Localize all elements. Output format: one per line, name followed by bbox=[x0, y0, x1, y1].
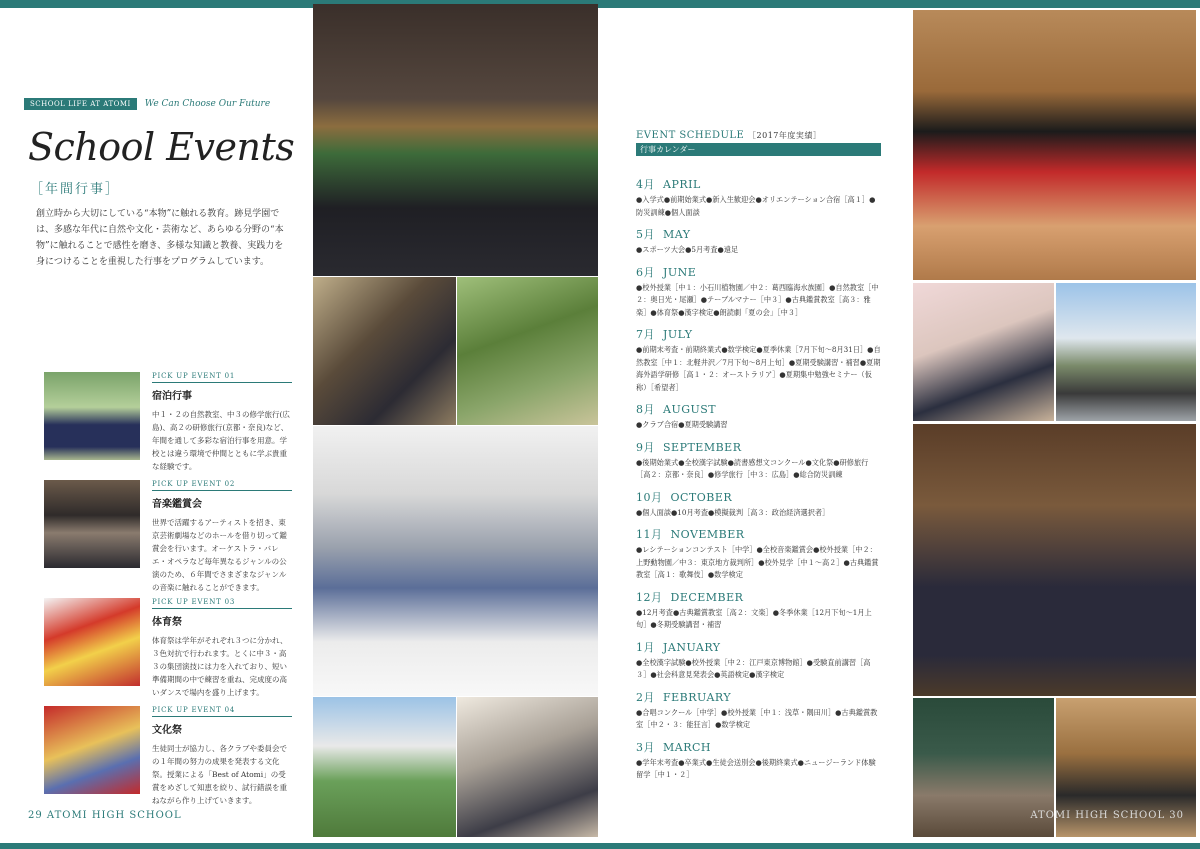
schedule-year: ［2017年度実績］ bbox=[748, 131, 822, 140]
month-events: ●学年末考査●卒業式●生徒会送別会●後期終業式●ニュージーランド体験留学［中１・２］ bbox=[636, 757, 876, 779]
event-description: 世界で活躍するアーティストを招き、東京芸術劇場などのホールを借り切って鑑賞会を行います。オーケストラ・バレエ・オペラなど毎年異なるジャンルの公演のため、６年間でさまざまなジャンルの音楽に触れることができます。 bbox=[152, 518, 287, 592]
month-events: ●後期始業式●全校漢字試験●読書感想文コンクール●文化祭●研修旅行［高２：京都・奈良］●修学旅行［中３：広島］●総合防災訓練 bbox=[636, 457, 869, 479]
event-title: 文化祭 bbox=[152, 725, 182, 736]
month-en: JUNE bbox=[663, 265, 697, 279]
top-accent-bar bbox=[0, 0, 1200, 8]
month-en: APRIL bbox=[663, 178, 701, 191]
month-block bbox=[636, 526, 881, 582]
page-title: School Events bbox=[28, 125, 295, 169]
month-events: ●スポーツ大会●5月考査●遠足 bbox=[636, 245, 739, 254]
month-events: ●全校漢字試験●校外授業［中２：江戸東京博物館］●受験直前講習［高３］●社会科意見発表会●英語検定●漢字検定 bbox=[636, 657, 871, 679]
schedule-bar: 行事カレンダー bbox=[636, 143, 881, 156]
month-jp: 8月 bbox=[636, 403, 655, 416]
tug-of-war-photo bbox=[313, 426, 598, 696]
event-photo bbox=[44, 706, 140, 794]
section-header bbox=[24, 98, 270, 110]
month-en: JANUARY bbox=[663, 640, 721, 654]
month-list bbox=[636, 176, 881, 782]
month-events: ●校外授業［中１：小石川植物園／中２：葛西臨海水族園］●自然教室［中２：奥日光・尾瀬］●テーブルマナー［中３］●古典鑑賞教室［高３：雅楽］●体育祭●漢字検定●朗読劇「夏の会」［中３］ bbox=[636, 282, 879, 317]
temple-group-photo bbox=[913, 424, 1196, 696]
month-jp: 9月 bbox=[636, 440, 655, 454]
ceremony-hall-photo bbox=[313, 4, 598, 276]
intro-paragraph: 創立時から大切にしている“本物”に触れる教育。跡見学園では、多感な年代に自然や文化・芸術など、あらゆる分野の“本物”に触れることで感性を磨き、多様な知識と教養、実践力を身につけることを重視した行事をプログラムしています。 bbox=[36, 209, 284, 267]
event-description: 中１・２の自然教室、中３の修学旅行(広島)、高２の研修旅行(京都・奈良)など、年間を通して多彩な宿泊行事を用意。学校とは違う環境で仲間とともに学ぶ貴重な経験です。 bbox=[152, 410, 290, 471]
month-block bbox=[636, 689, 881, 732]
page-number-right: ATOMI HIGH SCHOOL 30 bbox=[1030, 810, 1184, 821]
month-block bbox=[636, 176, 881, 219]
month-jp: 10月 bbox=[636, 490, 663, 504]
study-hall-photo bbox=[313, 277, 456, 425]
bottom-accent-bar bbox=[0, 843, 1200, 849]
month-events: ●合唱コンクール［中学］●校外授業［中１：浅草・隅田川］●古典鑑賞教室［中２・３：能狂言］●数学検定 bbox=[636, 707, 878, 729]
month-events: ●12月考査●古典鑑賞教室［高２：文楽］●冬季休業［12月下旬〜1月上旬］●冬期受験講習・補習 bbox=[636, 607, 872, 629]
section-badge: SCHOOL LIFE AT ATOMI bbox=[24, 98, 137, 110]
month-jp: 5月 bbox=[636, 228, 655, 241]
month-jp: 1月 bbox=[636, 640, 655, 654]
month-block bbox=[636, 326, 881, 394]
schedule-label: EVENT SCHEDULE bbox=[636, 130, 745, 141]
page-number-left: 29 ATOMI HIGH SCHOOL bbox=[28, 810, 182, 821]
month-en: JULY bbox=[663, 328, 693, 341]
month-block bbox=[636, 226, 881, 257]
month-en: AUGUST bbox=[663, 403, 717, 416]
month-en: SEPTEMBER bbox=[663, 440, 742, 454]
month-en: NOVEMBER bbox=[670, 528, 745, 541]
pickup-event bbox=[44, 598, 294, 708]
pickup-label: PICK UP EVENT 01 bbox=[152, 372, 292, 383]
section-subtitle: ［年間行事］ bbox=[30, 182, 121, 197]
month-events: ●クラブ合宿●夏期受験講習 bbox=[636, 420, 728, 429]
pickup-label: PICK UP EVENT 02 bbox=[152, 480, 292, 491]
event-description: 生徒同士が協力し、各クラブや委員会での１年間の努力の成果を発表する文化祭。授業による「Best of Atomi」の受賞をめざして知恵を絞り、試行錯誤を重ねながら作り上げていきます。 bbox=[152, 744, 287, 805]
month-jp: 11月 bbox=[636, 528, 663, 541]
month-en: MAY bbox=[663, 228, 691, 241]
nature-hike-photo bbox=[457, 277, 598, 425]
month-block bbox=[636, 739, 881, 782]
month-events: ●入学式●前期始業式●新入生歓迎会●オリエンテーション合宿［高１］●防災訓練●個人面談 bbox=[636, 195, 876, 217]
school-fair-photo bbox=[457, 697, 598, 837]
event-title: 体育祭 bbox=[152, 617, 182, 628]
event-title: 宿泊行事 bbox=[152, 391, 192, 402]
event-photo bbox=[44, 372, 140, 460]
month-events: ●レシテーションコンテスト［中学］●全校音楽鑑賞会●校外授業［中２：上野動物園／中３：東京地方裁判所］●校外見学［中１〜高２］●古典鑑賞教室［高１：歌舞伎］●数学検定 bbox=[636, 545, 879, 579]
event-photo bbox=[44, 598, 140, 686]
month-block bbox=[636, 264, 881, 320]
month-en: DECEMBER bbox=[670, 590, 744, 604]
month-en: FEBRUARY bbox=[663, 690, 732, 704]
month-jp: 3月 bbox=[636, 740, 655, 754]
pickup-event bbox=[44, 706, 294, 816]
event-photo bbox=[44, 480, 140, 568]
tagline: We Can Choose Our Future bbox=[144, 99, 271, 109]
month-block bbox=[636, 589, 881, 632]
month-en: OCTOBER bbox=[670, 490, 733, 504]
pickup-label: PICK UP EVENT 03 bbox=[152, 598, 292, 609]
month-jp: 6月 bbox=[636, 265, 655, 279]
schedule-header bbox=[636, 130, 881, 156]
month-jp: 12月 bbox=[636, 590, 663, 604]
pickup-event bbox=[44, 372, 294, 482]
month-en: MARCH bbox=[663, 740, 711, 754]
pickup-event bbox=[44, 480, 294, 590]
month-block bbox=[636, 489, 881, 520]
month-block bbox=[636, 401, 881, 432]
month-block bbox=[636, 439, 881, 482]
campus-photo bbox=[313, 697, 456, 837]
month-jp: 4月 bbox=[636, 178, 655, 191]
violin-photo bbox=[913, 283, 1054, 421]
month-events: ●前期末考査・前期終業式●数学検定●夏季休業［7月下旬〜8月31日］●自然教室［中１：北軽井沢／7月下旬〜8月上旬］●夏期受験講習・補習●夏期海外語学研修［高１・２：オーストラリア］●夏期集中勉強セミナー（仮称）［希望者］ bbox=[636, 345, 881, 392]
dance-photo bbox=[913, 10, 1196, 280]
pickup-label: PICK UP EVENT 04 bbox=[152, 706, 292, 717]
month-jp: 2月 bbox=[636, 690, 655, 704]
month-jp: 7月 bbox=[636, 328, 655, 341]
month-events: ●個人面談●10月考査●模擬裁判［高３：政治経済選択者］ bbox=[636, 507, 830, 517]
month-block bbox=[636, 639, 881, 682]
hiroshima-photo bbox=[1056, 283, 1196, 421]
event-title: 音楽鑑賞会 bbox=[152, 499, 202, 510]
event-description: 体育祭は学年がそれぞれ３つに分かれ、３色対抗で行われます。とくに中３・高３の集団演技には力を入れており、短い準備期間の中で練習を重ね、完成度の高いダンスで場内を盛り上げます。 bbox=[152, 636, 288, 697]
